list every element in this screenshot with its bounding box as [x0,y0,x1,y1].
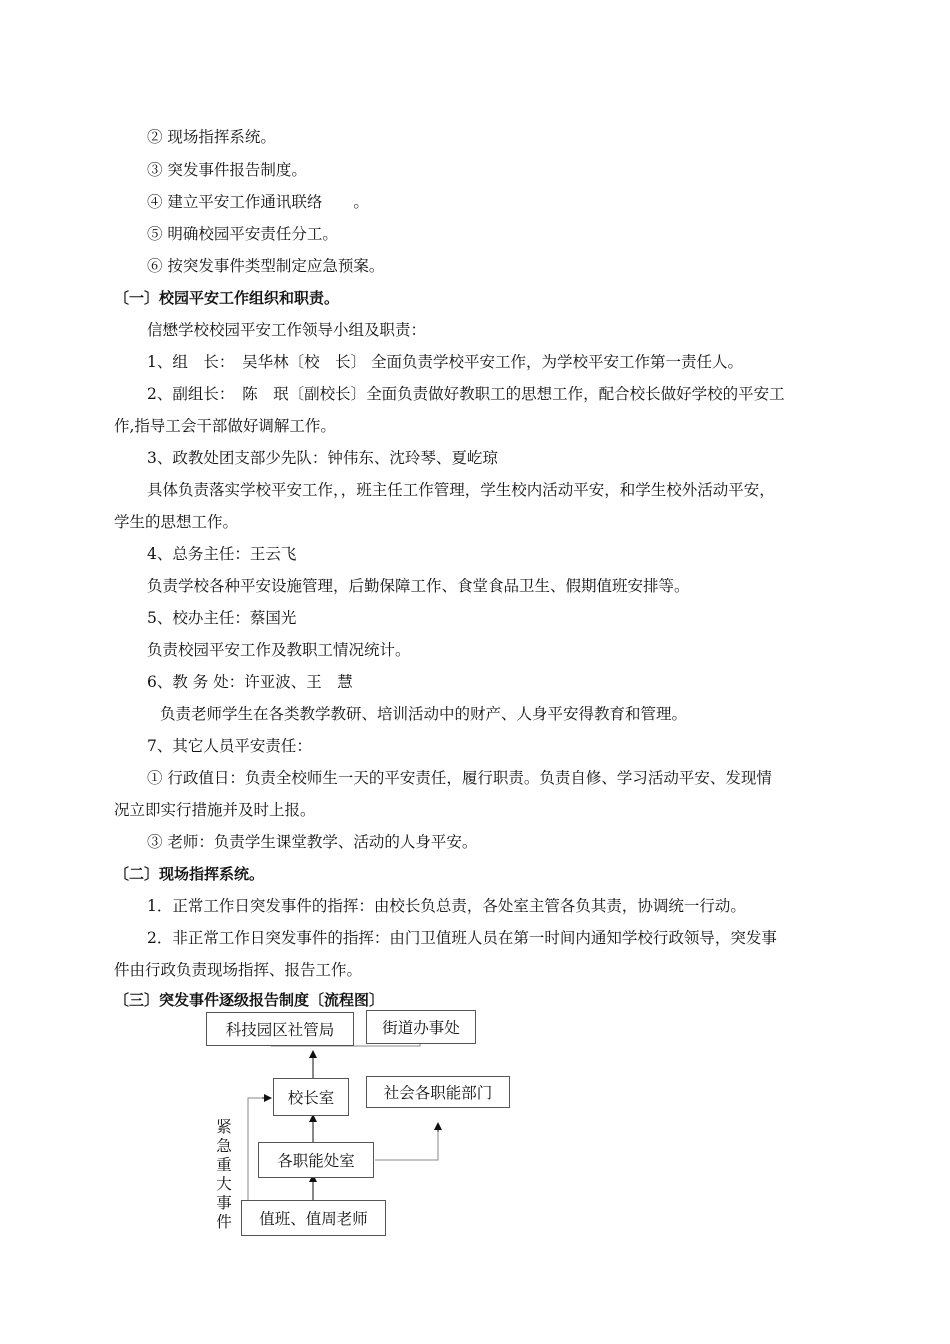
paragraph: 4、总务主任：王云飞 [147,545,297,563]
section-heading: 〔一〕校园平安工作组织和职责。 [114,289,340,307]
paragraph: 2．非正常工作日突发事件的指挥：由门卫值班人员在第一时间内通知学校行政领导，突发事 [147,929,777,947]
paragraph: 作,指导工会干部做好调解工作。 [114,417,336,435]
side-label-emergency: 紧 急 重 大 事 件 [216,1118,232,1231]
flow-box-zhineng: 各职能处室 [258,1142,374,1178]
flow-box-zhiban: 值班、值周老师 [241,1200,386,1236]
paragraph: 3、政教处团支部少先队：钟伟东、沈玲琴、夏屹琼 [147,449,498,467]
paragraph: 1．正常工作日突发事件的指挥：由校长负总责，各处室主管各负其责，协调统一行动。 [147,897,746,915]
list-item: ③ 突发事件报告制度。 [147,161,307,179]
paragraph: 学生的思想工作。 [114,513,239,531]
flow-box-xiaozhang: 校长室 [273,1078,349,1116]
list-item: ④ 建立平安工作通讯联络 。 [147,193,369,211]
paragraph: 况立即实行措施并及时上报。 [114,801,316,819]
paragraph: 6、教 务 处：许亚波、王 慧 [147,673,353,691]
flow-box-kejiyuan: 科技园区社管局 [206,1012,354,1046]
paragraph: 负责老师学生在各类教学教研、培训活动中的财产、人身平安得教育和管理。 [160,705,688,723]
paragraph: 具体负责落实学校平安工作，，班主任工作管理，学生校内活动平安，和学生校外活动平安， [147,481,775,499]
flow-box-jiedao: 街道办事处 [366,1010,476,1044]
paragraph: 负责学校各种平安设施管理，后勤保障工作、食堂食品卫生、假期值班安排等。 [147,577,690,595]
paragraph: 件由行政负责现场指挥、报告工作。 [114,961,363,979]
paragraph: 负责校园平安工作及教职工情况统计。 [147,641,411,659]
paragraph: ③ 老师：负责学生课堂教学、活动的人身平安。 [147,833,478,851]
section-heading: 〔三〕突发事件逐级报告制度〔流程图〕 [114,991,385,1009]
list-item: ⑤ 明确校园平安责任分工。 [147,225,338,243]
paragraph: 信懋学校校园平安工作领导小组及职责： [147,321,427,339]
flow-box-shehui: 社会各职能部门 [366,1076,510,1108]
list-item: ② 现场指挥系统。 [147,128,276,146]
list-item: ⑥ 按突发事件类型制定应急预案。 [147,257,385,275]
paragraph: 7、其它人员平安责任： [147,737,312,755]
paragraph: 5、校办主任：蔡国光 [147,609,297,627]
paragraph: ① 行政值日：负责全校师生一天的平安责任，履行职责。负责自修、学习活动平安、发现情 [147,769,772,787]
paragraph: 2、副组长： 陈 珉〔副校长〕全面负责做好教职工的思想工作，配合校长做好学校的平安工 [147,385,785,403]
section-heading: 〔二〕现场指挥系统。 [114,865,265,883]
paragraph: 1、组 长： 吴华林〔校 长〕 全面负责学校平安工作，为学校平安工作第一责任人。 [147,353,744,371]
